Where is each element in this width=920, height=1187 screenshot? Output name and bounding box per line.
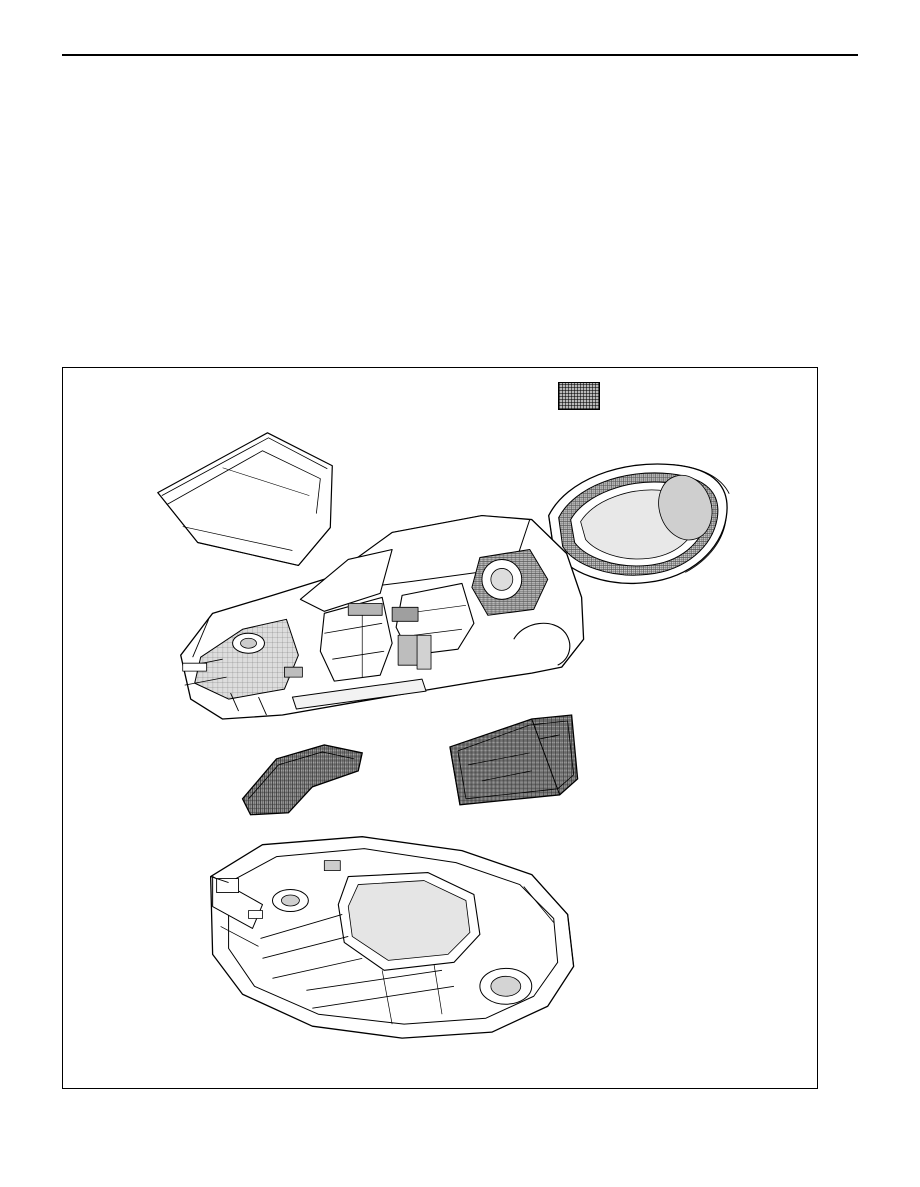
header-divider (62, 54, 858, 56)
exploded-view-illustration (63, 368, 817, 1088)
legend (558, 382, 606, 410)
page-title (62, 26, 858, 48)
figure-frame (62, 367, 818, 1089)
legend-swatch (558, 382, 600, 410)
part-front-door (450, 715, 578, 805)
part-hood (158, 433, 333, 566)
part-underbody (211, 837, 574, 1038)
part-quarter-panel (243, 745, 363, 815)
part-back-door-frame (549, 464, 729, 583)
